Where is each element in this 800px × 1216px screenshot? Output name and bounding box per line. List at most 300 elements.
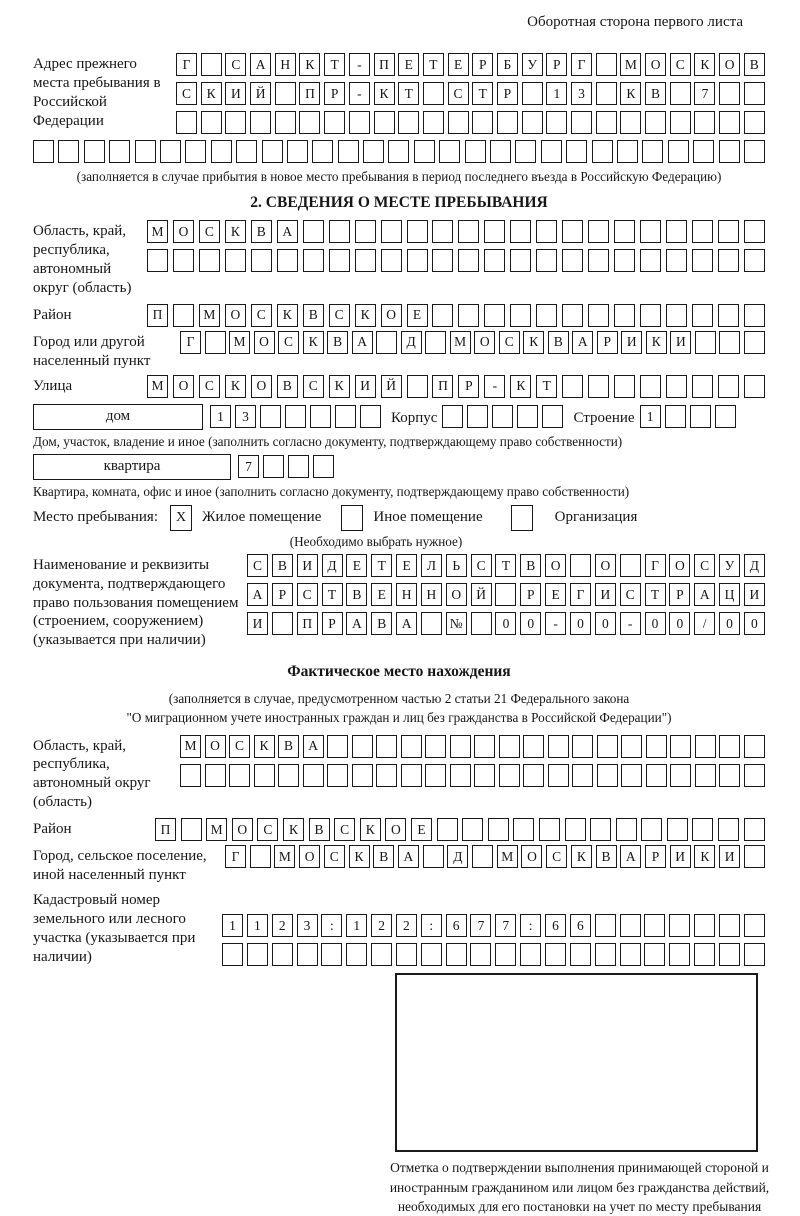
char-cell[interactable]: 0 [719, 612, 740, 635]
char-cell[interactable] [462, 818, 483, 841]
char-cell[interactable] [225, 111, 246, 134]
char-cell[interactable]: М [450, 331, 471, 354]
char-cell[interactable]: С [324, 845, 345, 868]
char-cell[interactable] [425, 735, 446, 758]
char-cell[interactable]: Т [423, 53, 444, 76]
char-cell[interactable] [719, 82, 740, 105]
char-cell[interactable]: - [349, 53, 370, 76]
char-cell[interactable] [423, 845, 444, 868]
char-cell[interactable]: Д [744, 554, 765, 577]
char-cell[interactable] [692, 304, 713, 327]
char-cell[interactable]: О [545, 554, 566, 577]
char-cell[interactable] [421, 943, 442, 966]
char-cell[interactable]: С [620, 583, 641, 606]
char-cell[interactable]: 1 [346, 914, 367, 937]
char-cell[interactable] [401, 764, 422, 787]
char-cell[interactable] [666, 375, 687, 398]
char-cell[interactable] [58, 140, 79, 163]
char-cell[interactable]: О [254, 331, 275, 354]
char-cell[interactable] [517, 405, 538, 428]
char-cell[interactable]: Г [225, 845, 246, 868]
char-cell[interactable]: С [670, 53, 691, 76]
char-cell[interactable]: К [620, 82, 641, 105]
char-cell[interactable] [275, 111, 296, 134]
char-cell[interactable] [646, 764, 667, 787]
char-cell[interactable] [596, 82, 617, 105]
char-cell[interactable] [262, 140, 283, 163]
char-cell[interactable]: В [548, 331, 569, 354]
char-cell[interactable]: С [229, 735, 250, 758]
char-cell[interactable]: В [251, 220, 272, 243]
char-cell[interactable]: У [719, 554, 740, 577]
char-cell[interactable]: Е [371, 583, 392, 606]
char-cell[interactable]: О [225, 304, 246, 327]
char-cell[interactable]: А [346, 612, 367, 635]
char-cell[interactable] [205, 331, 226, 354]
char-cell[interactable] [277, 249, 298, 272]
char-cell[interactable]: Е [545, 583, 566, 606]
char-cell[interactable] [470, 943, 491, 966]
char-cell[interactable]: Д [322, 554, 343, 577]
char-cell[interactable] [596, 111, 617, 134]
char-cell[interactable] [303, 764, 324, 787]
char-cell[interactable]: 3 [571, 82, 592, 105]
char-cell[interactable] [225, 249, 246, 272]
char-cell[interactable]: М [620, 53, 641, 76]
char-cell[interactable]: Т [322, 583, 343, 606]
char-cell[interactable]: О [385, 818, 406, 841]
char-cell[interactable] [135, 140, 156, 163]
char-cell[interactable] [719, 914, 740, 937]
char-cell[interactable] [458, 304, 479, 327]
char-cell[interactable] [458, 249, 479, 272]
char-cell[interactable]: К [510, 375, 531, 398]
checkbox-other-premise[interactable] [341, 505, 363, 531]
char-cell[interactable]: 1 [210, 405, 231, 428]
char-cell[interactable] [254, 764, 275, 787]
char-cell[interactable] [695, 764, 716, 787]
char-cell[interactable] [472, 111, 493, 134]
char-cell[interactable] [744, 249, 765, 272]
char-cell[interactable] [621, 764, 642, 787]
char-cell[interactable] [596, 53, 617, 76]
char-cell[interactable] [588, 304, 609, 327]
checkbox-organization[interactable] [511, 505, 533, 531]
char-cell[interactable]: 1 [640, 405, 661, 428]
char-cell[interactable] [570, 554, 591, 577]
char-cell[interactable]: Й [250, 82, 271, 105]
char-cell[interactable]: А [396, 612, 417, 635]
char-cell[interactable] [520, 943, 541, 966]
char-cell[interactable] [669, 943, 690, 966]
char-cell[interactable] [644, 943, 665, 966]
char-cell[interactable]: Е [346, 554, 367, 577]
char-cell[interactable]: А [352, 331, 373, 354]
char-cell[interactable]: П [299, 82, 320, 105]
char-cell[interactable]: А [247, 583, 268, 606]
char-cell[interactable] [285, 405, 306, 428]
char-cell[interactable] [572, 735, 593, 758]
char-cell[interactable] [667, 818, 688, 841]
char-cell[interactable]: О [474, 331, 495, 354]
char-cell[interactable] [588, 220, 609, 243]
char-cell[interactable] [692, 375, 713, 398]
char-cell[interactable]: О [521, 845, 542, 868]
char-cell[interactable]: : [321, 914, 342, 937]
char-cell[interactable]: Р [322, 612, 343, 635]
char-cell[interactable] [718, 818, 739, 841]
char-cell[interactable] [718, 249, 739, 272]
char-cell[interactable]: И [670, 845, 691, 868]
char-cell[interactable] [562, 375, 583, 398]
char-cell[interactable] [692, 220, 713, 243]
char-cell[interactable] [349, 111, 370, 134]
char-cell[interactable] [423, 82, 444, 105]
char-cell[interactable] [640, 375, 661, 398]
char-cell[interactable] [744, 764, 765, 787]
char-cell[interactable]: Р [472, 53, 493, 76]
char-cell[interactable]: - [484, 375, 505, 398]
char-cell[interactable] [327, 735, 348, 758]
char-cell[interactable]: В [744, 53, 765, 76]
char-cell[interactable] [263, 455, 284, 478]
char-cell[interactable]: С [303, 375, 324, 398]
char-cell[interactable] [407, 220, 428, 243]
char-cell[interactable] [484, 220, 505, 243]
char-cell[interactable]: Р [520, 583, 541, 606]
char-cell[interactable] [620, 943, 641, 966]
char-cell[interactable]: 2 [371, 914, 392, 937]
char-cell[interactable] [523, 764, 544, 787]
char-cell[interactable]: М [147, 220, 168, 243]
char-cell[interactable] [536, 304, 557, 327]
char-cell[interactable] [617, 140, 638, 163]
char-cell[interactable] [666, 249, 687, 272]
char-cell[interactable] [484, 249, 505, 272]
char-cell[interactable]: Г [176, 53, 197, 76]
char-cell[interactable] [414, 140, 435, 163]
char-cell[interactable] [352, 735, 373, 758]
char-cell[interactable]: О [669, 554, 690, 577]
char-cell[interactable] [595, 914, 616, 937]
char-cell[interactable]: С [448, 82, 469, 105]
char-cell[interactable]: Р [546, 53, 567, 76]
char-cell[interactable]: 0 [495, 612, 516, 635]
char-cell[interactable]: Р [272, 583, 293, 606]
char-cell[interactable] [669, 914, 690, 937]
char-cell[interactable]: С [199, 375, 220, 398]
char-cell[interactable]: О [173, 220, 194, 243]
char-cell[interactable]: 2 [396, 914, 417, 937]
char-cell[interactable] [744, 818, 765, 841]
char-cell[interactable]: К [225, 375, 246, 398]
char-cell[interactable] [645, 111, 666, 134]
char-cell[interactable] [666, 220, 687, 243]
char-cell[interactable] [719, 764, 740, 787]
char-cell[interactable] [250, 845, 271, 868]
char-cell[interactable]: К [283, 818, 304, 841]
char-cell[interactable] [471, 612, 492, 635]
char-cell[interactable]: Р [497, 82, 518, 105]
char-cell[interactable] [590, 818, 611, 841]
char-cell[interactable] [211, 140, 232, 163]
char-cell[interactable]: С [471, 554, 492, 577]
char-cell[interactable]: П [147, 304, 168, 327]
char-cell[interactable]: А [620, 845, 641, 868]
char-cell[interactable]: Б [497, 53, 518, 76]
char-cell[interactable]: Д [447, 845, 468, 868]
char-cell[interactable] [313, 455, 334, 478]
char-cell[interactable] [495, 943, 516, 966]
char-cell[interactable] [614, 375, 635, 398]
char-cell[interactable] [523, 735, 544, 758]
char-cell[interactable] [597, 764, 618, 787]
char-cell[interactable] [147, 249, 168, 272]
char-cell[interactable]: М [206, 818, 227, 841]
char-cell[interactable]: К [277, 304, 298, 327]
char-cell[interactable]: М [497, 845, 518, 868]
char-cell[interactable] [160, 140, 181, 163]
char-cell[interactable] [465, 140, 486, 163]
char-cell[interactable]: В [278, 735, 299, 758]
char-cell[interactable]: Й [381, 375, 402, 398]
char-cell[interactable]: В [520, 554, 541, 577]
char-cell[interactable]: И [719, 845, 740, 868]
char-cell[interactable] [287, 140, 308, 163]
char-cell[interactable] [620, 554, 641, 577]
char-cell[interactable] [423, 111, 444, 134]
char-cell[interactable] [376, 735, 397, 758]
char-cell[interactable]: С [225, 53, 246, 76]
char-cell[interactable] [715, 405, 736, 428]
char-cell[interactable] [597, 735, 618, 758]
char-cell[interactable] [303, 249, 324, 272]
char-cell[interactable] [542, 405, 563, 428]
char-cell[interactable] [381, 220, 402, 243]
char-cell[interactable]: Р [324, 82, 345, 105]
char-cell[interactable]: С [251, 304, 272, 327]
char-cell[interactable] [338, 140, 359, 163]
char-cell[interactable] [644, 914, 665, 937]
char-cell[interactable] [495, 583, 516, 606]
char-cell[interactable] [642, 140, 663, 163]
char-cell[interactable] [474, 764, 495, 787]
char-cell[interactable] [448, 111, 469, 134]
char-cell[interactable] [374, 111, 395, 134]
char-cell[interactable] [595, 943, 616, 966]
char-cell[interactable] [396, 943, 417, 966]
char-cell[interactable]: Е [411, 818, 432, 841]
char-cell[interactable] [236, 140, 257, 163]
char-cell[interactable]: Т [371, 554, 392, 577]
char-cell[interactable]: Е [398, 53, 419, 76]
char-cell[interactable]: Р [597, 331, 618, 354]
char-cell[interactable]: К [523, 331, 544, 354]
char-cell[interactable] [666, 304, 687, 327]
char-cell[interactable] [421, 612, 442, 635]
char-cell[interactable] [694, 111, 715, 134]
char-cell[interactable]: В [303, 304, 324, 327]
char-cell[interactable]: А [303, 735, 324, 758]
char-cell[interactable] [692, 818, 713, 841]
char-cell[interactable]: Р [645, 845, 666, 868]
char-cell[interactable] [719, 735, 740, 758]
char-cell[interactable]: Г [645, 554, 666, 577]
char-cell[interactable] [744, 331, 765, 354]
char-cell[interactable] [640, 304, 661, 327]
char-cell[interactable]: О [645, 53, 666, 76]
char-cell[interactable]: Р [458, 375, 479, 398]
char-cell[interactable]: 7 [470, 914, 491, 937]
char-cell[interactable] [646, 735, 667, 758]
char-cell[interactable] [665, 405, 686, 428]
char-cell[interactable] [744, 140, 765, 163]
char-cell[interactable] [744, 735, 765, 758]
char-cell[interactable] [510, 304, 531, 327]
char-cell[interactable]: Т [398, 82, 419, 105]
char-cell[interactable] [548, 735, 569, 758]
char-cell[interactable]: К [299, 53, 320, 76]
char-cell[interactable] [303, 220, 324, 243]
char-cell[interactable]: 6 [446, 914, 467, 937]
char-cell[interactable] [446, 943, 467, 966]
char-cell[interactable] [288, 455, 309, 478]
char-cell[interactable]: И [225, 82, 246, 105]
char-cell[interactable]: Т [645, 583, 666, 606]
char-cell[interactable]: Ь [446, 554, 467, 577]
char-cell[interactable] [173, 249, 194, 272]
char-cell[interactable]: В [371, 612, 392, 635]
char-cell[interactable]: В [373, 845, 394, 868]
char-cell[interactable]: К [254, 735, 275, 758]
char-cell[interactable] [694, 914, 715, 937]
char-cell[interactable] [442, 405, 463, 428]
char-cell[interactable] [562, 249, 583, 272]
char-cell[interactable]: М [180, 735, 201, 758]
char-cell[interactable]: В [309, 818, 330, 841]
char-cell[interactable]: 3 [297, 914, 318, 937]
char-cell[interactable] [398, 111, 419, 134]
char-cell[interactable]: О [251, 375, 272, 398]
char-cell[interactable]: А [572, 331, 593, 354]
char-cell[interactable] [690, 405, 711, 428]
char-cell[interactable]: К [694, 53, 715, 76]
char-cell[interactable]: И [355, 375, 376, 398]
char-cell[interactable] [450, 735, 471, 758]
char-cell[interactable] [670, 735, 691, 758]
char-cell[interactable] [432, 220, 453, 243]
char-cell[interactable] [299, 111, 320, 134]
char-cell[interactable] [272, 943, 293, 966]
checkbox-residential[interactable]: X [170, 505, 192, 531]
char-cell[interactable]: М [147, 375, 168, 398]
char-cell[interactable]: О [719, 53, 740, 76]
char-cell[interactable] [329, 249, 350, 272]
char-cell[interactable]: К [360, 818, 381, 841]
char-cell[interactable]: Т [536, 375, 557, 398]
char-cell[interactable]: Т [324, 53, 345, 76]
char-cell[interactable]: 0 [570, 612, 591, 635]
char-cell[interactable] [640, 220, 661, 243]
char-cell[interactable] [693, 140, 714, 163]
char-cell[interactable]: 6 [570, 914, 591, 937]
char-cell[interactable] [592, 140, 613, 163]
char-cell[interactable] [744, 845, 765, 868]
char-cell[interactable] [260, 405, 281, 428]
char-cell[interactable] [247, 943, 268, 966]
char-cell[interactable] [588, 249, 609, 272]
char-cell[interactable]: К [201, 82, 222, 105]
char-cell[interactable] [327, 764, 348, 787]
char-cell[interactable] [355, 220, 376, 243]
char-cell[interactable] [310, 405, 331, 428]
char-cell[interactable] [744, 111, 765, 134]
char-cell[interactable] [744, 220, 765, 243]
char-cell[interactable]: У [522, 53, 543, 76]
char-cell[interactable]: 7 [495, 914, 516, 937]
char-cell[interactable] [488, 818, 509, 841]
char-cell[interactable] [335, 405, 356, 428]
char-cell[interactable]: - [545, 612, 566, 635]
char-cell[interactable] [515, 140, 536, 163]
char-cell[interactable]: К [646, 331, 667, 354]
char-cell[interactable]: А [250, 53, 271, 76]
char-cell[interactable]: И [297, 554, 318, 577]
char-cell[interactable] [641, 818, 662, 841]
char-cell[interactable] [719, 943, 740, 966]
char-cell[interactable] [744, 375, 765, 398]
char-cell[interactable]: В [645, 82, 666, 105]
char-cell[interactable]: 2 [272, 914, 293, 937]
char-cell[interactable]: 0 [744, 612, 765, 635]
char-cell[interactable] [360, 405, 381, 428]
char-cell[interactable]: М [199, 304, 220, 327]
char-cell[interactable] [352, 764, 373, 787]
char-cell[interactable] [545, 943, 566, 966]
char-cell[interactable] [173, 304, 194, 327]
char-cell[interactable]: С [546, 845, 567, 868]
char-cell[interactable] [497, 111, 518, 134]
char-cell[interactable] [640, 249, 661, 272]
char-cell[interactable] [33, 140, 54, 163]
char-cell[interactable]: В [596, 845, 617, 868]
char-cell[interactable]: В [346, 583, 367, 606]
char-cell[interactable] [513, 818, 534, 841]
char-cell[interactable]: О [446, 583, 467, 606]
char-cell[interactable] [694, 943, 715, 966]
char-cell[interactable] [670, 111, 691, 134]
char-cell[interactable]: 0 [669, 612, 690, 635]
char-cell[interactable] [718, 220, 739, 243]
char-cell[interactable] [499, 764, 520, 787]
char-cell[interactable] [388, 140, 409, 163]
char-cell[interactable] [571, 111, 592, 134]
char-cell[interactable]: 1 [247, 914, 268, 937]
char-cell[interactable] [548, 764, 569, 787]
char-cell[interactable]: И [247, 612, 268, 635]
char-cell[interactable]: А [277, 220, 298, 243]
char-cell[interactable] [621, 735, 642, 758]
char-cell[interactable]: Е [448, 53, 469, 76]
char-cell[interactable] [205, 764, 226, 787]
char-cell[interactable]: Г [571, 53, 592, 76]
char-cell[interactable] [744, 82, 765, 105]
char-cell[interactable]: 0 [645, 612, 666, 635]
char-cell[interactable]: С [247, 554, 268, 577]
char-cell[interactable] [176, 111, 197, 134]
char-cell[interactable] [565, 818, 586, 841]
char-cell[interactable] [536, 220, 557, 243]
